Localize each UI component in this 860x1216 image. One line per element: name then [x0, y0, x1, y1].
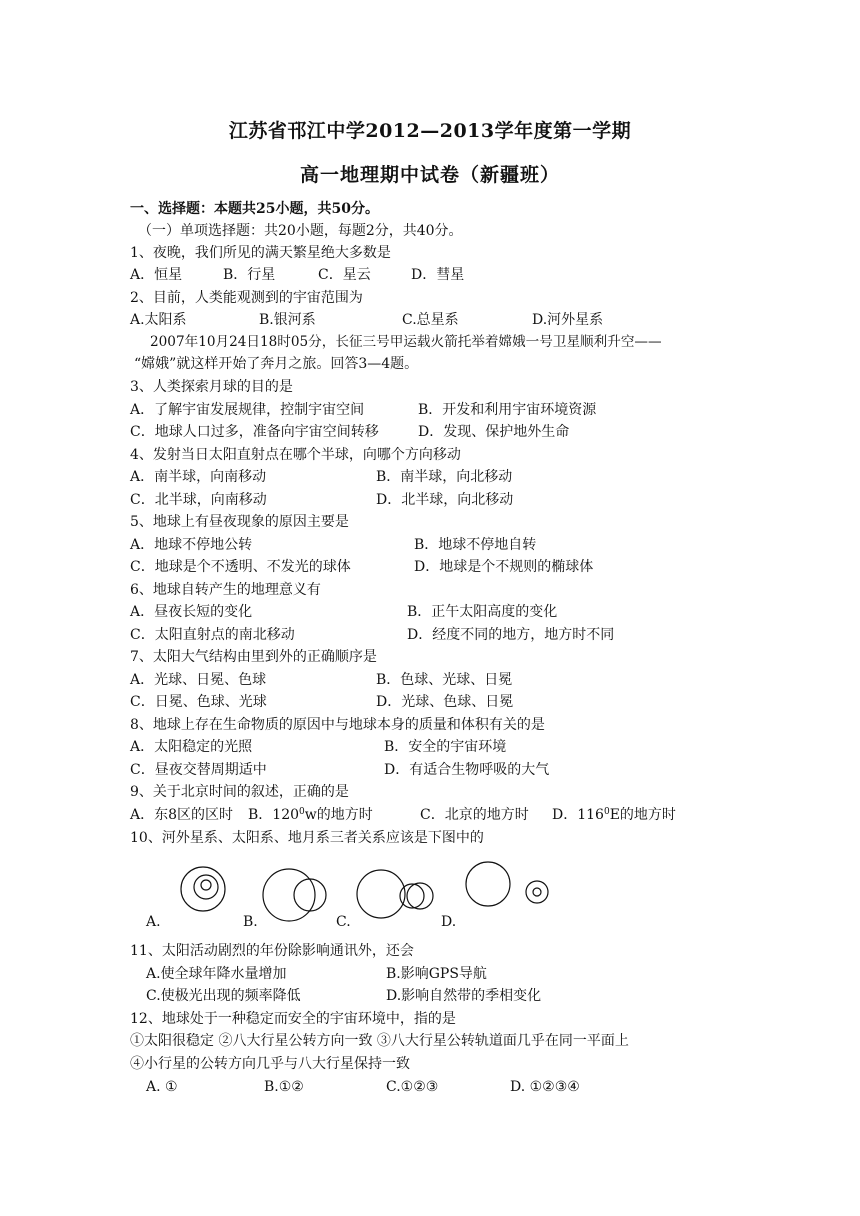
q2-option-a: A.太阳系	[130, 312, 187, 328]
diagram-b-small-circle	[294, 879, 326, 911]
q12-option-b: B.①②	[264, 1079, 304, 1095]
diagram-a-inner-circle	[201, 880, 211, 890]
q7-option-a: A．光球、日冕、色球	[130, 672, 267, 688]
q6-option-b: B．正午太阳高度的变化	[407, 604, 558, 620]
diagram-d-large-circle	[466, 862, 510, 906]
q11-option-d: D.影响自然带的季相变化	[386, 988, 542, 1004]
q5-option-a: A．地球不停地公转	[130, 537, 253, 553]
q12-statement-line-1: ①太阳很稳定 ②八大行星公转方向一致 ③八大行星公转轨道面几乎在同一平面上	[130, 1033, 629, 1049]
q4-option-a: A．南半球，向南移动	[130, 469, 267, 485]
q12-option-c: C.①②③	[386, 1079, 439, 1095]
passage-line-1: 2007年10月24日18时05分，长征三号甲运载火箭托举着嫦娥一号卫星顺利升空——	[150, 334, 662, 350]
q6-option-a: A．昼夜长短的变化	[130, 604, 253, 620]
q11-option-a: A.使全球年降水量增加	[146, 966, 287, 982]
q5-option-d: D．地球是个不规则的椭球体	[414, 559, 594, 575]
q1-option-b: B．行星	[223, 267, 276, 283]
q9-option-d-degree: 0	[603, 807, 610, 817]
q9-stem: 9、关于北京时间的叙述，正确的是	[130, 784, 349, 800]
q9-option-d-prefix: D．116	[552, 807, 604, 823]
q11-option-c: C.使极光出现的频率降低	[146, 988, 301, 1004]
q9-option-b-suffix: w的地方时	[304, 807, 373, 823]
q3-option-b: B．开发和利用宇宙环境资源	[418, 402, 597, 418]
q5-option-b: B．地球不停地自转	[414, 537, 537, 553]
diagram-c-large-circle	[357, 870, 405, 918]
diagram-c-medium-circle	[400, 884, 424, 908]
q8-option-d: D．有适合生物呼吸的大气	[384, 762, 550, 778]
section-heading: 一、选择题：本题共25小题，共50分。	[130, 201, 379, 217]
q1-option-c: C．星云	[318, 267, 371, 283]
passage-line-2: “嫦娥”就这样开始了奔月之旅。回答3—4题。	[134, 356, 419, 372]
q12-option-a: A. ①	[146, 1079, 178, 1095]
q3-option-d: D．发现、保护地外生命	[418, 424, 570, 440]
diagram-b-large-circle	[263, 869, 315, 921]
q3-option-c: C．地球人口过多，准备向宇宙空间转移	[130, 424, 379, 440]
diagram-d-small-circle	[533, 888, 541, 896]
q3-option-a: A．了解宇宙发展规律，控制宇宙空间	[130, 402, 365, 418]
exam-subtitle: 高一地理期中试卷（新疆班）	[299, 164, 560, 186]
q12-statement-line-2: ④小行星的公转方向几乎与八大行星保持一致	[130, 1056, 410, 1072]
q8-option-c: C．昼夜交替周期适中	[130, 762, 267, 778]
q10-stem: 10、河外星系、太阳系、地月系三者关系应该是下图中的	[130, 830, 484, 846]
q11-option-b: B.影响GPS导航	[386, 966, 487, 982]
q6-option-c: C．太阳直射点的南北移动	[130, 627, 295, 643]
q11-stem: 11、太阳活动剧烈的年份除影响通讯外，还会	[130, 943, 414, 959]
q3-stem: 3、人类探索月球的目的是	[130, 379, 293, 395]
q9-option-a: A．东8区的区时	[130, 807, 234, 823]
q9-option-d	[552, 805, 676, 825]
q4-option-d: D．北半球，向北移动	[376, 492, 514, 508]
q10-option-b: B.	[243, 914, 258, 930]
q7-option-b: B．色球、光球、日冕	[376, 672, 513, 688]
q10-option-d: D.	[441, 914, 457, 930]
q5-stem: 5、地球上有昼夜现象的原因主要是	[130, 514, 349, 530]
q4-option-b: B．南半球，向北移动	[376, 469, 513, 485]
q9-option-c: C．北京的地方时	[420, 807, 529, 823]
q7-option-c: C．日冕、色球、光球	[130, 694, 267, 710]
q8-option-b: B．安全的宇宙环境	[384, 739, 507, 755]
q2-option-d: D.河外星系	[532, 312, 604, 328]
q1-option-d: D．彗星	[411, 267, 465, 283]
q9-option-d-suffix: E的地方时	[609, 807, 676, 823]
q6-stem: 6、地球自转产生的地理意义有	[130, 582, 321, 598]
q5-option-c: C．地球是个不透明、不发光的球体	[130, 559, 351, 575]
diagram-a-middle-circle	[194, 875, 218, 899]
q7-option-d: D．光球、色球、日冕	[376, 694, 514, 710]
q2-option-c: C.总星系	[402, 312, 459, 328]
q4-option-c: C．北半球，向南移动	[130, 492, 267, 508]
q8-option-a: A．太阳稳定的光照	[130, 739, 253, 755]
q12-stem: 12、地球处于一种稳定而安全的宇宙环境中，指的是	[130, 1011, 456, 1027]
q2-option-b: B.银河系	[259, 312, 316, 328]
q10-option-a: A.	[146, 914, 161, 930]
q9-option-b	[248, 805, 373, 825]
diagram-d-medium-circle	[526, 881, 548, 903]
q9-option-b-degree: 0	[299, 807, 305, 817]
q12-option-d: D. ①②③④	[510, 1079, 580, 1095]
q1-option-a: A．恒星	[130, 267, 183, 283]
subsection-heading: （一）单项选择题：共20小题，每题2分，共40分。	[138, 223, 463, 239]
q9-option-b-prefix: B．120	[248, 807, 300, 823]
q6-option-d: D．经度不同的地方，地方时不同	[407, 627, 615, 643]
exam-title: 江苏省邗江中学2012—2013学年度第一学期	[228, 120, 632, 142]
q10-option-c: C.	[336, 914, 351, 930]
q2-stem: 2、目前，人类能观测到的宇宙范围为	[130, 290, 363, 306]
q7-stem: 7、太阳大气结构由里到外的正确顺序是	[130, 649, 377, 665]
q1-stem: 1、夜晚，我们所见的满天繁星绝大多数是	[130, 245, 391, 261]
q8-stem: 8、地球上存在生命物质的原因中与地球本身的质量和体积有关的是	[130, 717, 545, 733]
q4-stem: 4、发射当日太阳直射点在哪个半球，向哪个方向移动	[130, 447, 461, 463]
q10-diagrams	[0, 850, 860, 950]
